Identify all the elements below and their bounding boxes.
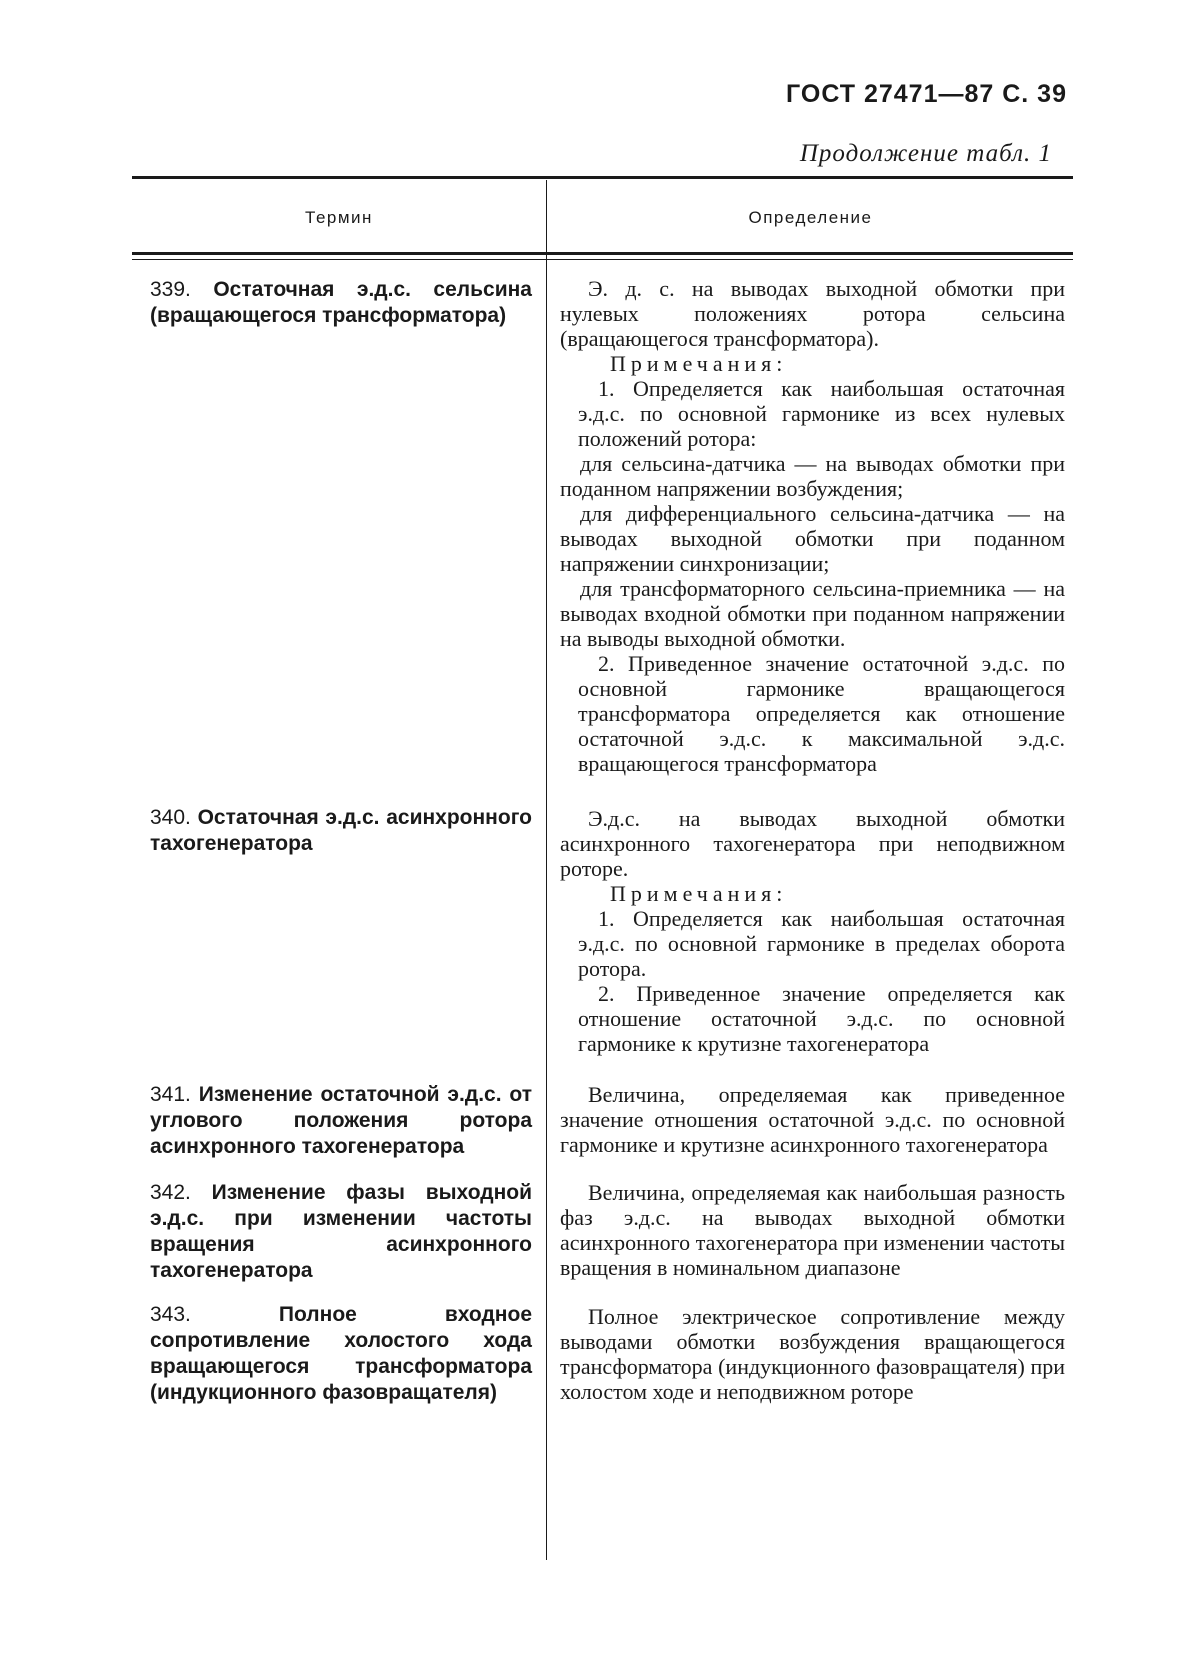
note-item: для сельсина-датчика — на выводах обмотки при поданном напряжении возбуждения; [560, 451, 1065, 501]
definition-339 [560, 276, 1065, 776]
note-item: 1. Определяется как наибольшая остаточная э.д.с. по основной гармонике в пределах оборота ротора. [578, 906, 1065, 981]
term-number: 339. [150, 278, 191, 301]
term-title: Изменение остаточной э.д.с. от углового положения ротора асинхронного тахогенератора [150, 1083, 532, 1158]
note-item: 1. Определяется как наибольшая остаточная э.д.с. по основной гармонике из всех нулевых положений ротора: [578, 376, 1065, 451]
definition-341 [560, 1082, 1065, 1157]
term-340 [150, 805, 532, 857]
term-number: 340. [150, 806, 191, 829]
term-title: Изменение фазы выходной э.д.с. при изменении частоты вращения асинхронного тахогенератора [150, 1181, 532, 1282]
table-continuation-label: Продолжение табл. 1 [799, 140, 1052, 167]
note-item: 2. Приведенное значение остаточной э.д.с. по основной гармонике вращающегося трансформатора определяется как отношение остаточной э.д.с. к максимальной э.д.с. вращающегося трансформатора [578, 651, 1065, 776]
definition-340 [560, 806, 1065, 1056]
definition-text: Величина, определяемая как приведенное значение отношения остаточной э.д.с. по основной гармонике и крутизне асинхронного тахогенератора [560, 1082, 1065, 1157]
note-item: для трансформаторного сельсина-приемника — на выводах входной обмотки при поданном напряжении на выводы выходной обмотки. [560, 576, 1065, 651]
column-divider [546, 180, 547, 1560]
term-343 [150, 1302, 532, 1406]
definition-text: Э.д.с. на выводах выходной обмотки асинхронного тахогенератора при неподвижном роторе. [560, 806, 1065, 881]
note-item: 2. Приведенное значение определяется как отношение остаточной э.д.с. по основной гармонике к крутизне тахогенератора [578, 981, 1065, 1056]
definition-343 [560, 1304, 1065, 1404]
term-342 [150, 1180, 532, 1284]
notes-title: Примечания: [610, 881, 788, 906]
definition-text: Э. д. с. на выводах выходной обмотки при нулевых положениях ротора сельсина (вращающегося трансформатора). [560, 276, 1065, 351]
term-title: Остаточная э.д.с. асинхронного тахогенератора [150, 806, 532, 855]
column-header-definition: Определение [748, 208, 873, 227]
term-title: Остаточная э.д.с. сельсина (вращающегося трансформатора) [150, 278, 532, 327]
definition-342 [560, 1180, 1065, 1280]
document-code: ГОСТ 27471—87 С. 39 [786, 80, 1067, 108]
term-number: 341. [150, 1083, 191, 1106]
definition-text: Полное электрическое сопротивление между выводами обмотки возбуждения вращающегося трансформатора (индукционного фазовращателя) при холостом ходе и неподвижном роторе [560, 1304, 1065, 1404]
term-341 [150, 1082, 532, 1160]
table-top-rule [132, 176, 1073, 179]
definition-text: Величина, определяемая как наибольшая разность фаз э.д.с. на выводах выходной обмотки асинхронного тахогенератора при изменении частоты вращения в номинальном диапазоне [560, 1180, 1065, 1280]
table-header-rule-thin [132, 259, 1073, 260]
term-339 [150, 277, 532, 329]
table-header-rule [132, 252, 1073, 255]
term-title: Полное входное сопротивление холостого хода вращающегося трансформатора (индукционного фазовращателя) [150, 1303, 532, 1404]
note-item: для дифференциального сельсина-датчика — на выводах выходной обмотки при поданном напряжении синхронизации; [560, 501, 1065, 576]
term-number: 342. [150, 1181, 191, 1204]
term-number: 343. [150, 1303, 191, 1326]
column-header-term: Термин [305, 208, 373, 227]
notes-title: Примечания: [610, 351, 788, 376]
